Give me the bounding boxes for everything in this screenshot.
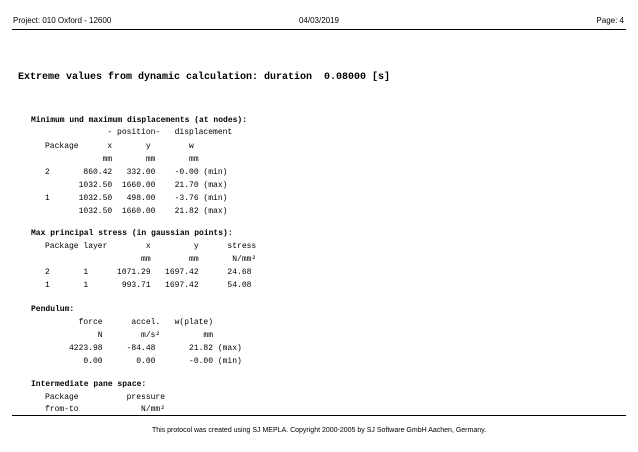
displacements-line: - position- displacement bbox=[45, 128, 233, 137]
displacements-line: mm mm mm bbox=[45, 155, 199, 164]
pendulum-line: force accel. w(plate) bbox=[45, 318, 214, 327]
displacements-heading: Minimum und maximum displacements (at nodes): bbox=[31, 116, 248, 125]
page-number: Page: 4 bbox=[596, 16, 624, 25]
stress-line: 1 1 993.71 1697.42 54.08 bbox=[45, 281, 252, 290]
stress-heading: Max principal stress (in gaussian points): bbox=[31, 229, 233, 238]
project-label: Project: 010 Oxford - 12600 bbox=[13, 16, 112, 25]
pane-line: Package pressure bbox=[45, 393, 166, 402]
pendulum-line: 0.00 0.00 -0.00 (min) bbox=[45, 357, 242, 366]
footer-divider bbox=[12, 415, 626, 416]
displacements-line: Package x y w bbox=[45, 142, 194, 151]
displacements-line: 1 1032.50 498.00 -3.76 (min) bbox=[45, 194, 228, 203]
stress-line: Package layer x y stress bbox=[45, 242, 257, 251]
displacements-line: 2 860.42 332.00 -0.00 (min) bbox=[45, 168, 228, 177]
pane-line: from-to N/mm² bbox=[45, 405, 166, 412]
pendulum-line: N m/s² mm bbox=[45, 331, 214, 340]
report-title: Extreme values from dynamic calculation: duration 0.08000 [s] bbox=[18, 72, 391, 83]
pendulum-heading: Pendulum: bbox=[31, 305, 75, 314]
displacements-line: 1032.50 1660.00 21.82 (max) bbox=[45, 207, 228, 216]
header-date: 04/03/2019 bbox=[298, 16, 340, 25]
footer-text: This protocol was created using SJ MEPLA. Copyright 2000-2005 by SJ Software GmbH Aachen, Germany. bbox=[151, 427, 487, 434]
pane-heading: Intermediate pane space: bbox=[31, 380, 147, 389]
pendulum-line: 4223.98 -84.48 21.82 (max) bbox=[45, 344, 242, 353]
stress-line: 2 1 1071.29 1697.42 24.68 bbox=[45, 268, 252, 277]
stress-line: mm mm N/mm² bbox=[45, 255, 257, 264]
displacements-line: 1032.50 1660.00 21.70 (max) bbox=[45, 181, 228, 190]
